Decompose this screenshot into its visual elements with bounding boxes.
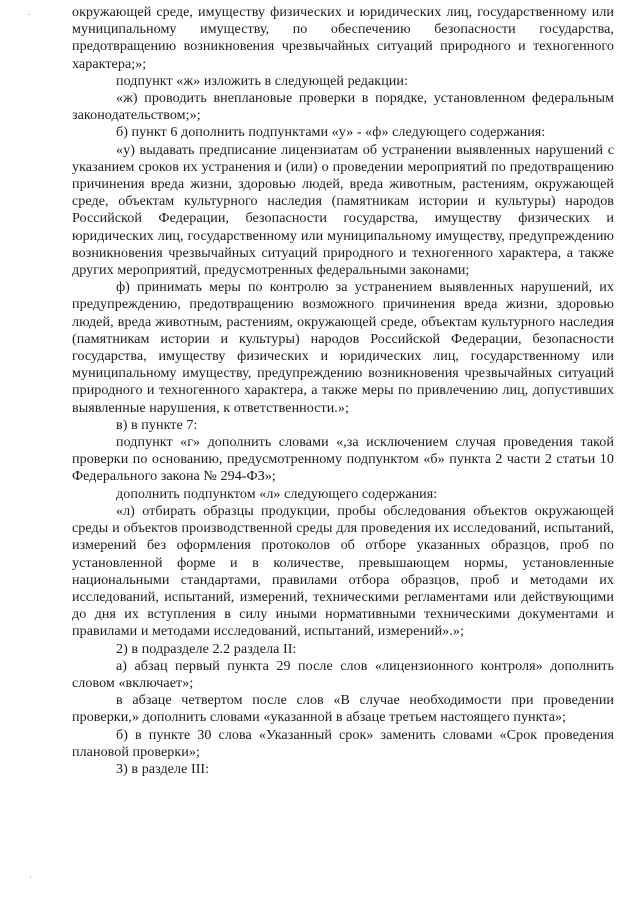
paragraph: «л) отбирать образцы продукции, пробы обследования объектов окружающей среды и объектов производственной среды для проведения их исследований, испытаний, измерений без оформления протоколов об отборе указанных образцов, проб по установленной форме и в количестве, превышающем нормы, установленные национальными стандартами, правилами отбора образцов, проб и методами их исследований, испытаний, измерений, техническими регламентами или действующими до дня их вступления в силу иными нормативными техническими документами и правилами и методами исследований, испытаний, измерений».»; — [72, 502, 614, 640]
paragraph: подпункт «ж» изложить в следующей редакции: — [116, 72, 408, 89]
paragraph: 2) в подразделе 2.2 раздела II: — [116, 640, 297, 657]
paragraph: в абзаце четвертом после слов «В случае необходимости при проведении проверки,» дополнить словами «указанной в абзаце третьем настоящего пункта»; — [72, 692, 614, 726]
paragraph: б) в пункте 30 слова «Указанный срок» заменить словами «Срок проведения плановой проверки»; — [72, 726, 614, 760]
paragraph: «у) выдавать предписание лицензиатам об устранении выявленных нарушений с указанием сроков их устранения и (или) о проведении мероприятий по предотвращению причинения вреда жизни, здоровью людей, вреда животным, растениям, окружающей среде, объектам культурного наследия (памятникам истории и культуры) народов Российской Федерации, безопасности государства, имуществу физических и юридических лиц, государственному или муниципальному имуществу, предупреждению возникновения чрезвычайных ситуаций природного и техногенного характера, а также других мероприятий, предусмотренных федеральными законами; — [72, 141, 614, 279]
paragraph: в) в пункте 7: — [116, 416, 198, 433]
paragraph: б) пункт 6 дополнить подпунктами «у» - «ф» следующего содержания: — [116, 124, 546, 141]
paragraph: окружающей среде, имуществу физических и юридических лиц, государственному или муниципальному имуществу, по обеспечению безопасности государства, предотвращению возникновения чрезвычайных ситуаций природного и техногенного характера;»; — [72, 4, 614, 72]
scan-mark-bottom — [30, 876, 31, 878]
paragraph: ф) принимать меры по контролю за устранением выявленных нарушений, их предупреждению, предотвращению возможного причинения вреда жизни, здоровью людей, вреда животным, растениям, окружающей среде, объектам культурного наследия (памятникам истории и культуры) народов Российской Федерации, безопасности государства, имуществу физических и юридических лиц, государственному или муниципальному имуществу, предупреждению возникновения чрезвычайных ситуаций природного и техногенного характера, а также меры по привлечению лиц, допустивших выявленные нарушения, к ответственности.»; — [72, 279, 614, 416]
paragraph: подпункт «г» дополнить словами «,за исключением случая проведения такой проверки по основанию, предусмотренному подпунктом «б» пункта 2 части 2 статьи 10 Федерального закона № 294-ФЗ»; — [72, 434, 614, 485]
paragraph: «ж) проводить внеплановые проверки в порядке, установленном федеральным законодательством;»; — [72, 90, 614, 124]
document-body — [72, 4, 614, 778]
scan-mark-top — [28, 14, 30, 15]
paragraph: 3) в разделе III: — [116, 760, 210, 777]
paragraph: дополнить подпунктом «л» следующего содержания: — [116, 485, 438, 502]
paragraph: а) абзац первый пункта 29 после слов «лицензионного контроля» дополнить словом «включает»; — [72, 657, 614, 691]
